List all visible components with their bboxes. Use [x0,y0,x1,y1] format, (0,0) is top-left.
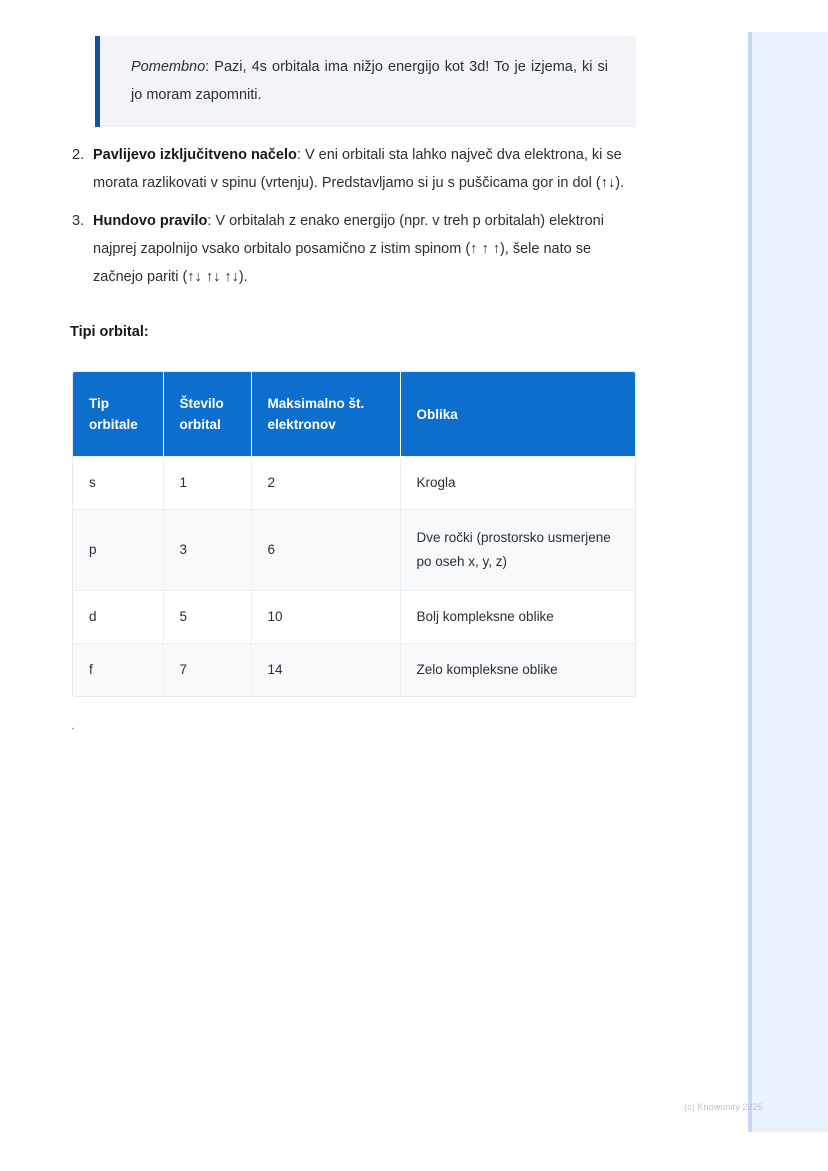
column-header-stevilo-orbital: Število orbital [163,372,251,457]
column-header-maksimalno-st-elektronov: Maksimalno št. elektronov [251,372,400,457]
cell-stevilo: 1 [163,457,251,510]
right-side-panel [748,32,828,1132]
cell-oblika: Zelo kompleksne oblike [400,644,635,697]
important-callout [95,36,636,127]
cell-tip: d [73,591,163,644]
callout-body: Pazi, 4s orbitala ima nižjo energijo kot 3d! To je izjema, ki si jo moram zapomniti. [131,59,608,103]
table-header-row [73,372,635,457]
callout-separator: : [205,59,215,75]
orbital-types-table [73,372,635,696]
cell-oblika: Dve ročki (prostorsko usmerjene po oseh x, y, z) [400,510,635,591]
cell-maks: 6 [251,510,400,591]
list-item-separator: : [296,147,305,163]
list-item-body [93,141,638,197]
cell-tip: p [73,510,163,591]
cell-stevilo: 7 [163,644,251,697]
table-row [73,457,635,510]
table-row [73,644,635,697]
cell-maks: 10 [251,591,400,644]
list-item-number: 3. [72,213,85,229]
cell-maks: 14 [251,644,400,697]
list-item [72,141,638,197]
list-item-title: Pavlijevo izključitveno načelo [93,147,297,163]
rules-list [72,141,638,301]
cell-tip: s [73,457,163,510]
table-head [73,372,635,457]
list-item-number: 2. [72,147,85,163]
callout-label: Pomembno [131,59,206,75]
cell-oblika: Krogla [400,457,635,510]
cell-oblika: Bolj kompleksne oblike [400,591,635,644]
stray-backtick-mark: ` [69,726,77,741]
list-item-title: Hundovo pravilo [93,213,208,229]
list-item-text: V orbitalah z enako energijo (npr. v treh p orbitalah) elektroni najprej zapolnijo vsako orbitalo posamično z istim spinom (↑ ↑ ↑), šele nato se začnejo pariti (↑↓ ↑↓ ↑↓). [93,213,604,285]
cell-stevilo: 5 [163,591,251,644]
column-header-tip-orbitale: Tip orbitale [73,372,163,457]
table-row [73,591,635,644]
cell-tip: f [73,644,163,697]
cell-maks: 2 [251,457,400,510]
list-item [72,207,638,291]
column-header-oblika: Oblika [400,372,635,457]
cell-stevilo: 3 [163,510,251,591]
table-body [73,457,635,697]
list-item-body [93,207,638,291]
section-heading: Tipi orbital: [70,324,149,340]
callout-text [131,53,608,109]
footer-copyright: (c) Knowunity 2025 [684,1102,763,1112]
list-item-text: V eni orbitali sta lahko največ dva elektrona, ki se morata razlikovati v spinu (vrtenju). Predstavljamo si ju s puščicama gor in dol (↑↓). [93,147,625,191]
table-row [73,510,635,591]
orbital-types-table-wrapper [72,371,636,697]
list-item-separator: : [207,213,216,229]
